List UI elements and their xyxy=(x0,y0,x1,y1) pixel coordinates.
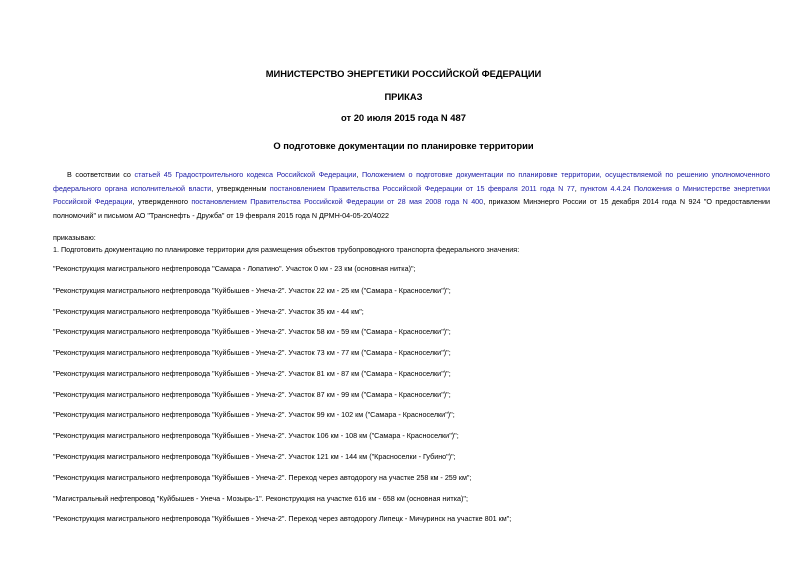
link-resolution-400[interactable]: постановлением Правительства Российской Федерации от 28 мая 2008 года N 400 xyxy=(191,197,484,206)
link-regulation-planning[interactable]: Положением о подготовке документации по планировке территории, осуществляемой по решению уполномоченного федерального органа исполнительной власти xyxy=(53,170,771,193)
object-item: "Реконструкция магистрального нефтепровода "Куйбышев - Унеча-2". Участок 87 км - 99 км ("Самара - Красноселки")"; xyxy=(53,390,451,399)
preamble-text-3: , утвержденным xyxy=(211,183,270,193)
order-date-number: от 20 июля 2015 года N 487 xyxy=(341,112,466,123)
link-resolution-77[interactable]: постановлением Правительства Российской Федерации от 15 февраля 2011 года N 77 xyxy=(269,183,575,193)
object-item: "Реконструкция магистрального нефтепровода "Куйбышев - Унеча-2". Участок 121 км - 144 км ("Красноселки - Губино")"; xyxy=(53,452,456,461)
object-item: "Реконструкция магистрального нефтепровода "Куйбышев - Унеча-2". Участок 81 км - 87 км ("Самара - Красноселки")"; xyxy=(53,369,451,378)
object-item: "Реконструкция магистрального нефтепровода "Куйбышев - Унеча-2". Участок 106 км - 108 км ("Самара - Красноселки")"; xyxy=(53,431,459,440)
object-item: "Реконструкция магистрального нефтепровода "Самара - Лопатино". Участок 0 км - 23 км (основная нитка)"; xyxy=(53,264,416,273)
order-word: приказываю: xyxy=(53,233,96,242)
preamble-text-4: , xyxy=(574,183,581,193)
object-item: "Реконструкция магистрального нефтепровода "Куйбышев - Унеча-2". Переход через автодорогу Липецк - Мичуринск на участке 801 км"; xyxy=(53,514,512,523)
object-item: "Реконструкция магистрального нефтепровода "Куйбышев - Унеча-2". Участок 99 км - 102 км ("Самара - Красноселки")"; xyxy=(53,410,455,419)
link-clause-4-4-24[interactable]: пунктом 4.4.24 Положения о Министерстве энергетики Российской Федерации xyxy=(53,183,771,206)
preamble-text-1: В соответствии со xyxy=(67,170,135,179)
order-title: ПРИКАЗ xyxy=(384,91,423,102)
item-1: 1. Подготовить документацию по планировке территории для размещения объектов трубопроводного транспорта федерального значения: xyxy=(53,245,520,254)
link-article-45[interactable]: статьей 45 Градостроительного кодекса Российской Федерации xyxy=(134,170,357,179)
preamble-text-6: , приказом Минэнерго России от 15 декабря 2014 года N 924 "О предоставлении полномочий" и письмом АО "Транснефть - Дружба" от 19 февраля 2015 года N ДРМН-04-05-20/4022 xyxy=(53,197,770,220)
order-subject: О подготовке документации по планировке территории xyxy=(273,140,534,151)
preamble-paragraph xyxy=(53,168,770,222)
object-item: "Реконструкция магистрального нефтепровода "Куйбышев - Унеча-2". Участок 22 км - 25 км ("Самара - Красноселки")"; xyxy=(53,286,451,295)
object-item: "Магистральный нефтепровод "Куйбышев - Унеча - Мозырь-1". Реконструкция на участке 616 км - 658 км (основная нитка)"; xyxy=(53,494,468,503)
object-item: "Реконструкция магистрального нефтепровода "Куйбышев - Унеча-2". Переход через автодорогу на участке 258 км - 259 км"; xyxy=(53,473,472,482)
object-item: "Реконструкция магистрального нефтепровода "Куйбышев - Унеча-2". Участок 35 км - 44 км"; xyxy=(53,307,364,316)
preamble-text-5: , утвержденного xyxy=(132,197,192,206)
object-item: "Реконструкция магистрального нефтепровода "Куйбышев - Унеча-2". Участок 73 км - 77 км ("Самара - Красноселки")"; xyxy=(53,348,451,357)
preamble-text-2: , xyxy=(356,170,362,179)
object-item: "Реконструкция магистрального нефтепровода "Куйбышев - Унеча-2". Участок 58 км - 59 км ("Самара - Красноселки")"; xyxy=(53,327,451,336)
ministry-title: МИНИСТЕРСТВО ЭНЕРГЕТИКИ РОССИЙСКОЙ ФЕДЕРАЦИИ xyxy=(265,68,542,79)
